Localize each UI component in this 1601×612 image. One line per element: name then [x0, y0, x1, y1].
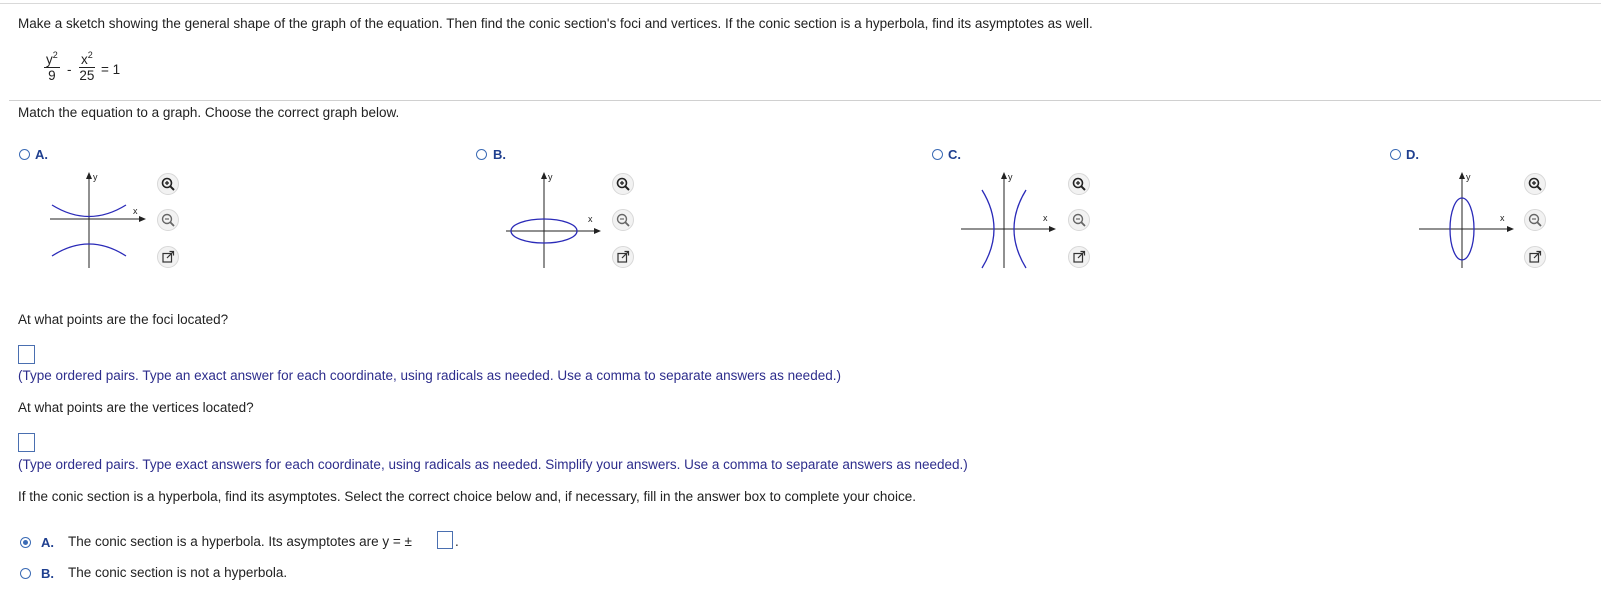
- top-divider: [0, 3, 1601, 4]
- axis-x-label: x: [133, 206, 138, 216]
- choice-a-text: The conic section is a hyperbola. Its asymptotes are y = ±: [68, 534, 412, 549]
- axis-y-label: y: [93, 172, 98, 182]
- choice-b-label: B.: [41, 566, 54, 581]
- new-window-button[interactable]: [612, 246, 634, 268]
- new-window-icon: [1071, 249, 1087, 265]
- equation-rhs: = 1: [101, 62, 121, 77]
- zoom-in-button[interactable]: [1524, 173, 1546, 195]
- zoom-in-icon: [1071, 176, 1087, 192]
- zoom-in-button[interactable]: [157, 173, 179, 195]
- choice-a-label: A.: [41, 535, 54, 550]
- option-d-radio[interactable]: [1390, 149, 1401, 160]
- new-window-icon: [160, 249, 176, 265]
- axis-y-label: y: [1008, 172, 1013, 182]
- zoom-out-button[interactable]: [157, 209, 179, 231]
- zoom-in-icon: [615, 176, 631, 192]
- graph-a: [46, 168, 156, 270]
- option-b-radio[interactable]: [476, 149, 487, 160]
- zoom-in-icon: [1527, 176, 1543, 192]
- graph-d: [1413, 168, 1523, 270]
- option-a-label: A.: [35, 147, 48, 162]
- zoom-out-icon: [1527, 212, 1543, 228]
- option-c-label: C.: [948, 147, 961, 162]
- choice-a-trailing-period: .: [455, 534, 459, 549]
- asymptotes-question: If the conic section is a hyperbola, find its asymptotes. Select the correct choice below and, if necessary, fill in the answer box to complete your choice.: [18, 489, 916, 504]
- foci-answer-box[interactable]: [18, 345, 35, 364]
- foci-question: At what points are the foci located?: [18, 312, 229, 327]
- match-prompt: Match the equation to a graph. Choose the correct graph below.: [18, 105, 400, 120]
- axis-y-label: y: [548, 172, 553, 182]
- choice-b-radio[interactable]: [20, 568, 31, 579]
- question-instruction: Make a sketch showing the general shape of the graph of the equation. Then find the conic section's foci and vertices. If the conic section is a hyperbola, find its asymptotes as well.: [18, 16, 1093, 31]
- equation-term2: $x^2$ 25: [79, 50, 95, 83]
- new-window-icon: [615, 249, 631, 265]
- vertices-answer-box[interactable]: [18, 433, 35, 452]
- zoom-out-button[interactable]: [1524, 209, 1546, 231]
- vertices-question: At what points are the vertices located?: [18, 400, 254, 415]
- new-window-icon: [1527, 249, 1543, 265]
- zoom-out-icon: [160, 212, 176, 228]
- equation-term1: $y^2$ 9: [46, 50, 58, 83]
- zoom-out-icon: [615, 212, 631, 228]
- section-divider: [9, 100, 1601, 101]
- axis-x-label: x: [1043, 213, 1048, 223]
- asymptote-answer-box[interactable]: [437, 531, 453, 549]
- zoom-in-button[interactable]: [612, 173, 634, 195]
- choice-a-radio[interactable]: [20, 537, 31, 548]
- zoom-out-button[interactable]: [1068, 209, 1090, 231]
- zoom-in-button[interactable]: [1068, 173, 1090, 195]
- zoom-out-icon: [1071, 212, 1087, 228]
- equation-operator: -: [67, 62, 72, 77]
- graph-b: [500, 168, 610, 270]
- option-b-label: B.: [493, 147, 506, 162]
- new-window-button[interactable]: [1068, 246, 1090, 268]
- zoom-in-icon: [160, 176, 176, 192]
- choice-b-text: The conic section is not a hyperbola.: [68, 565, 288, 580]
- axis-x-label: x: [1500, 213, 1505, 223]
- graph-c: [955, 168, 1065, 270]
- new-window-button[interactable]: [1524, 246, 1546, 268]
- option-c-radio[interactable]: [932, 149, 943, 160]
- option-d-label: D.: [1406, 147, 1419, 162]
- new-window-button[interactable]: [157, 246, 179, 268]
- axis-x-label: x: [588, 214, 593, 224]
- zoom-out-button[interactable]: [612, 209, 634, 231]
- foci-hint: (Type ordered pairs. Type an exact answer for each coordinate, using radicals as needed. Use a comma to separate answers as needed.): [18, 368, 841, 383]
- vertices-hint: (Type ordered pairs. Type exact answers for each coordinate, using radicals as needed. Simplify your answers. Use a comma to separate answers as needed.): [18, 457, 968, 472]
- axis-y-label: y: [1466, 172, 1471, 182]
- option-a-radio[interactable]: [19, 149, 30, 160]
